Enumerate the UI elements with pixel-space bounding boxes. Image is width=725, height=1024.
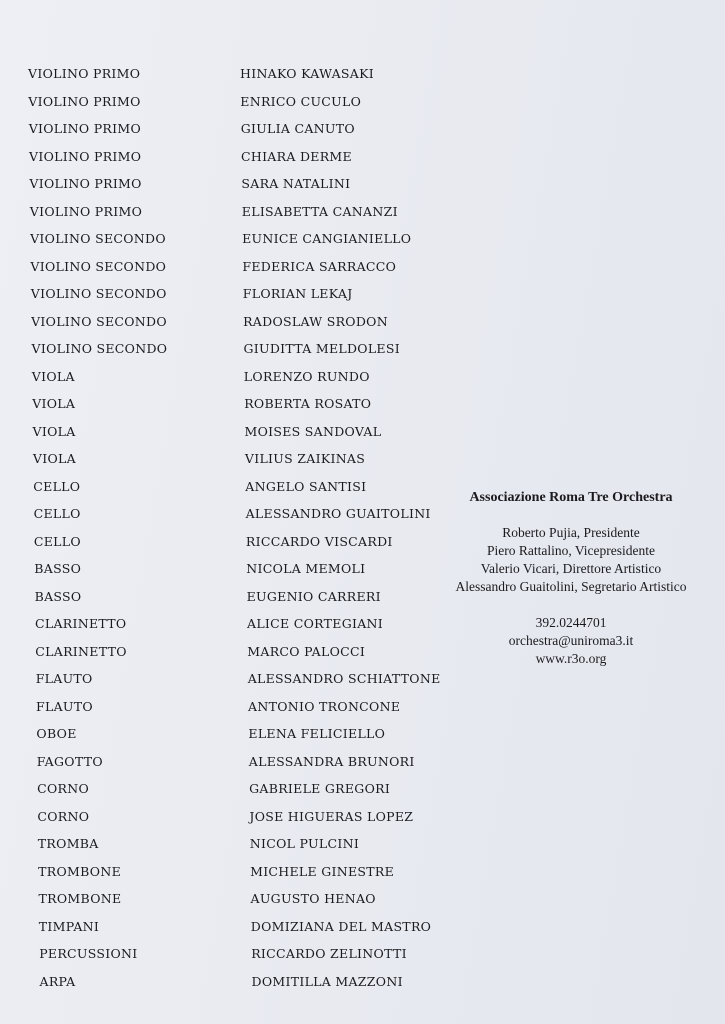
musician-name: HINAKO KAWASAKI <box>240 66 374 81</box>
instrument-label: TROMBONE <box>38 891 122 906</box>
instrument-label: VIOLINO PRIMO <box>28 66 141 81</box>
musician-name: RADOSLAW SRODON <box>243 313 388 329</box>
instrument-label: VIOLA <box>31 368 75 384</box>
roster-row <box>35 585 438 613</box>
musician-name: FLORIAN LEKAJ <box>242 286 353 301</box>
roster-row <box>32 365 438 393</box>
roster-row <box>38 832 438 860</box>
instrument-label: CELLO <box>33 506 81 521</box>
musician-name: MICHELE GINESTRE <box>250 863 395 879</box>
roster-row <box>34 557 438 585</box>
roster-row <box>30 255 438 283</box>
musician-name: ALESSANDRO GUAITOLINI <box>245 506 431 521</box>
musician-name: ANTONIO TRONCONE <box>248 698 401 714</box>
musician-name: ALESSANDRA BRUNORI <box>248 753 415 769</box>
instrument-label: VIOLINO PRIMO <box>28 121 142 136</box>
roster-row <box>28 62 438 90</box>
roster-row <box>36 695 438 723</box>
instrument-label: TROMBONE <box>38 863 122 879</box>
roster-row <box>28 90 438 118</box>
musician-name: DOMITILLA MAZZONI <box>251 973 403 989</box>
musician-name: EUGENIO CARRERI <box>246 588 381 604</box>
roster-row <box>32 337 439 365</box>
officer-artistic-secretary: Alessandro Guaitolini, Segretario Artistico <box>455 579 687 594</box>
instrument-label: VIOLINO SECONDO <box>31 313 167 329</box>
roster-row <box>30 227 438 255</box>
roster-row <box>29 117 438 145</box>
musician-name: LORENZO RUNDO <box>243 368 370 384</box>
roster-row <box>29 145 438 173</box>
musician-name: ENRICO CUCULO <box>240 93 362 109</box>
musician-name: ALESSANDRO SCHIATTONE <box>247 671 441 686</box>
instrument-label: VIOLINO SECONDO <box>30 286 167 301</box>
officer-president: Roberto Pujia, Presidente <box>502 525 640 540</box>
roster-row <box>33 420 439 448</box>
instrument-label: VIOLINO PRIMO <box>29 148 142 164</box>
musician-name: ROBERTA ROSATO <box>244 396 372 411</box>
musician-name: GABRIELE GREGORI <box>249 781 391 796</box>
musician-name: CHIARA DERME <box>241 148 352 164</box>
roster-row <box>38 860 438 888</box>
musician-name: RICCARDO VISCARDI <box>245 533 393 549</box>
roster-row <box>34 530 438 558</box>
roster-row <box>31 310 438 338</box>
officer-artistic-director: Valerio Vicari, Direttore Artistico <box>480 561 662 576</box>
musician-name: DOMIZIANA DEL MASTRO <box>250 918 432 934</box>
musician-name: MOISES SANDOVAL <box>244 423 382 439</box>
roster-row <box>37 805 438 833</box>
musician-name: EUNICE CANGIANIELLO <box>242 231 412 246</box>
orchestra-roster <box>28 62 441 997</box>
roster-row <box>33 447 438 475</box>
instrument-label: CORNO <box>37 808 90 824</box>
roster-row <box>32 392 438 420</box>
instrument-label: CELLO <box>33 533 81 549</box>
musician-name: ELISABETTA CANANZI <box>241 203 398 219</box>
instrument-label: VIOLINO PRIMO <box>29 176 142 191</box>
musician-name: ANGELO SANTISI <box>245 478 367 494</box>
association-info <box>432 490 710 668</box>
association-title: Associazione Roma Tre Orchestra <box>469 490 673 505</box>
roster-row <box>40 970 439 998</box>
roster-row <box>34 502 438 530</box>
musician-name: ELENA FELICIELLO <box>248 726 386 741</box>
musician-name: SARA NATALINI <box>241 176 351 191</box>
musician-name: RICCARDO ZELINOTTI <box>251 946 407 961</box>
instrument-label: VIOLINO PRIMO <box>28 93 141 109</box>
officers-list <box>432 524 710 596</box>
instrument-label: VIOLINO SECONDO <box>30 231 166 246</box>
instrument-label: BASSO <box>34 588 82 604</box>
instrument-label: TROMBA <box>37 836 99 851</box>
roster-row <box>33 475 438 503</box>
instrument-label: FLAUTO <box>35 671 93 686</box>
instrument-label: VIOLA <box>32 423 76 439</box>
roster-row <box>39 915 438 943</box>
contact-block <box>432 614 710 668</box>
roster-row <box>35 640 438 668</box>
roster-row <box>35 612 438 640</box>
musician-name: NICOL PULCINI <box>249 836 360 851</box>
musician-name: MARCO PALOCCI <box>247 643 366 659</box>
musician-name: JOSE HIGUERAS LOPEZ <box>249 808 414 824</box>
instrument-label: CELLO <box>33 478 81 494</box>
instrument-label: FAGOTTO <box>36 753 103 769</box>
roster-row <box>37 777 438 805</box>
roster-row <box>30 200 438 228</box>
musician-name: AUGUSTO HENAO <box>250 891 376 906</box>
instrument-label: VIOLINO SECONDO <box>30 258 167 274</box>
musician-name: VILIUS ZAIKINAS <box>244 451 366 466</box>
musician-name: NICOLA MEMOLI <box>246 561 366 576</box>
officer-vice-president: Piero Rattalino, Vicepresidente <box>486 543 656 558</box>
roster-row <box>36 722 438 750</box>
instrument-label: OBOE <box>36 726 77 741</box>
contact-email: orchestra@uniroma3.it <box>508 633 634 648</box>
instrument-label: CORNO <box>37 781 90 796</box>
instrument-label: ARPA <box>39 973 76 989</box>
instrument-label: VIOLA <box>32 451 76 466</box>
instrument-label: CLARINETTO <box>35 616 127 631</box>
roster-row <box>35 667 441 695</box>
contact-phone: 392.0244701 <box>535 615 607 630</box>
instrument-label: TIMPANI <box>38 918 100 934</box>
roster-row <box>37 750 438 778</box>
instrument-label: VIOLINO PRIMO <box>29 203 143 219</box>
instrument-label: CLARINETTO <box>35 643 127 659</box>
roster-row <box>29 172 438 200</box>
musician-name: GIULIA CANUTO <box>240 121 355 136</box>
musician-name: GIUDITTA MELDOLESI <box>243 341 400 356</box>
instrument-label: VIOLA <box>32 396 76 411</box>
instrument-label: PERCUSSIONI <box>39 946 138 961</box>
musician-name: FEDERICA SARRACCO <box>242 258 397 274</box>
contact-website: www.r3o.org <box>535 651 607 666</box>
roster-row <box>39 887 439 915</box>
instrument-label: BASSO <box>34 561 82 576</box>
instrument-label: VIOLINO SECONDO <box>31 341 168 356</box>
musician-name: ALICE CORTEGIANI <box>247 616 384 631</box>
roster-row <box>31 282 438 310</box>
roster-row <box>39 942 438 970</box>
instrument-label: FLAUTO <box>36 698 93 714</box>
